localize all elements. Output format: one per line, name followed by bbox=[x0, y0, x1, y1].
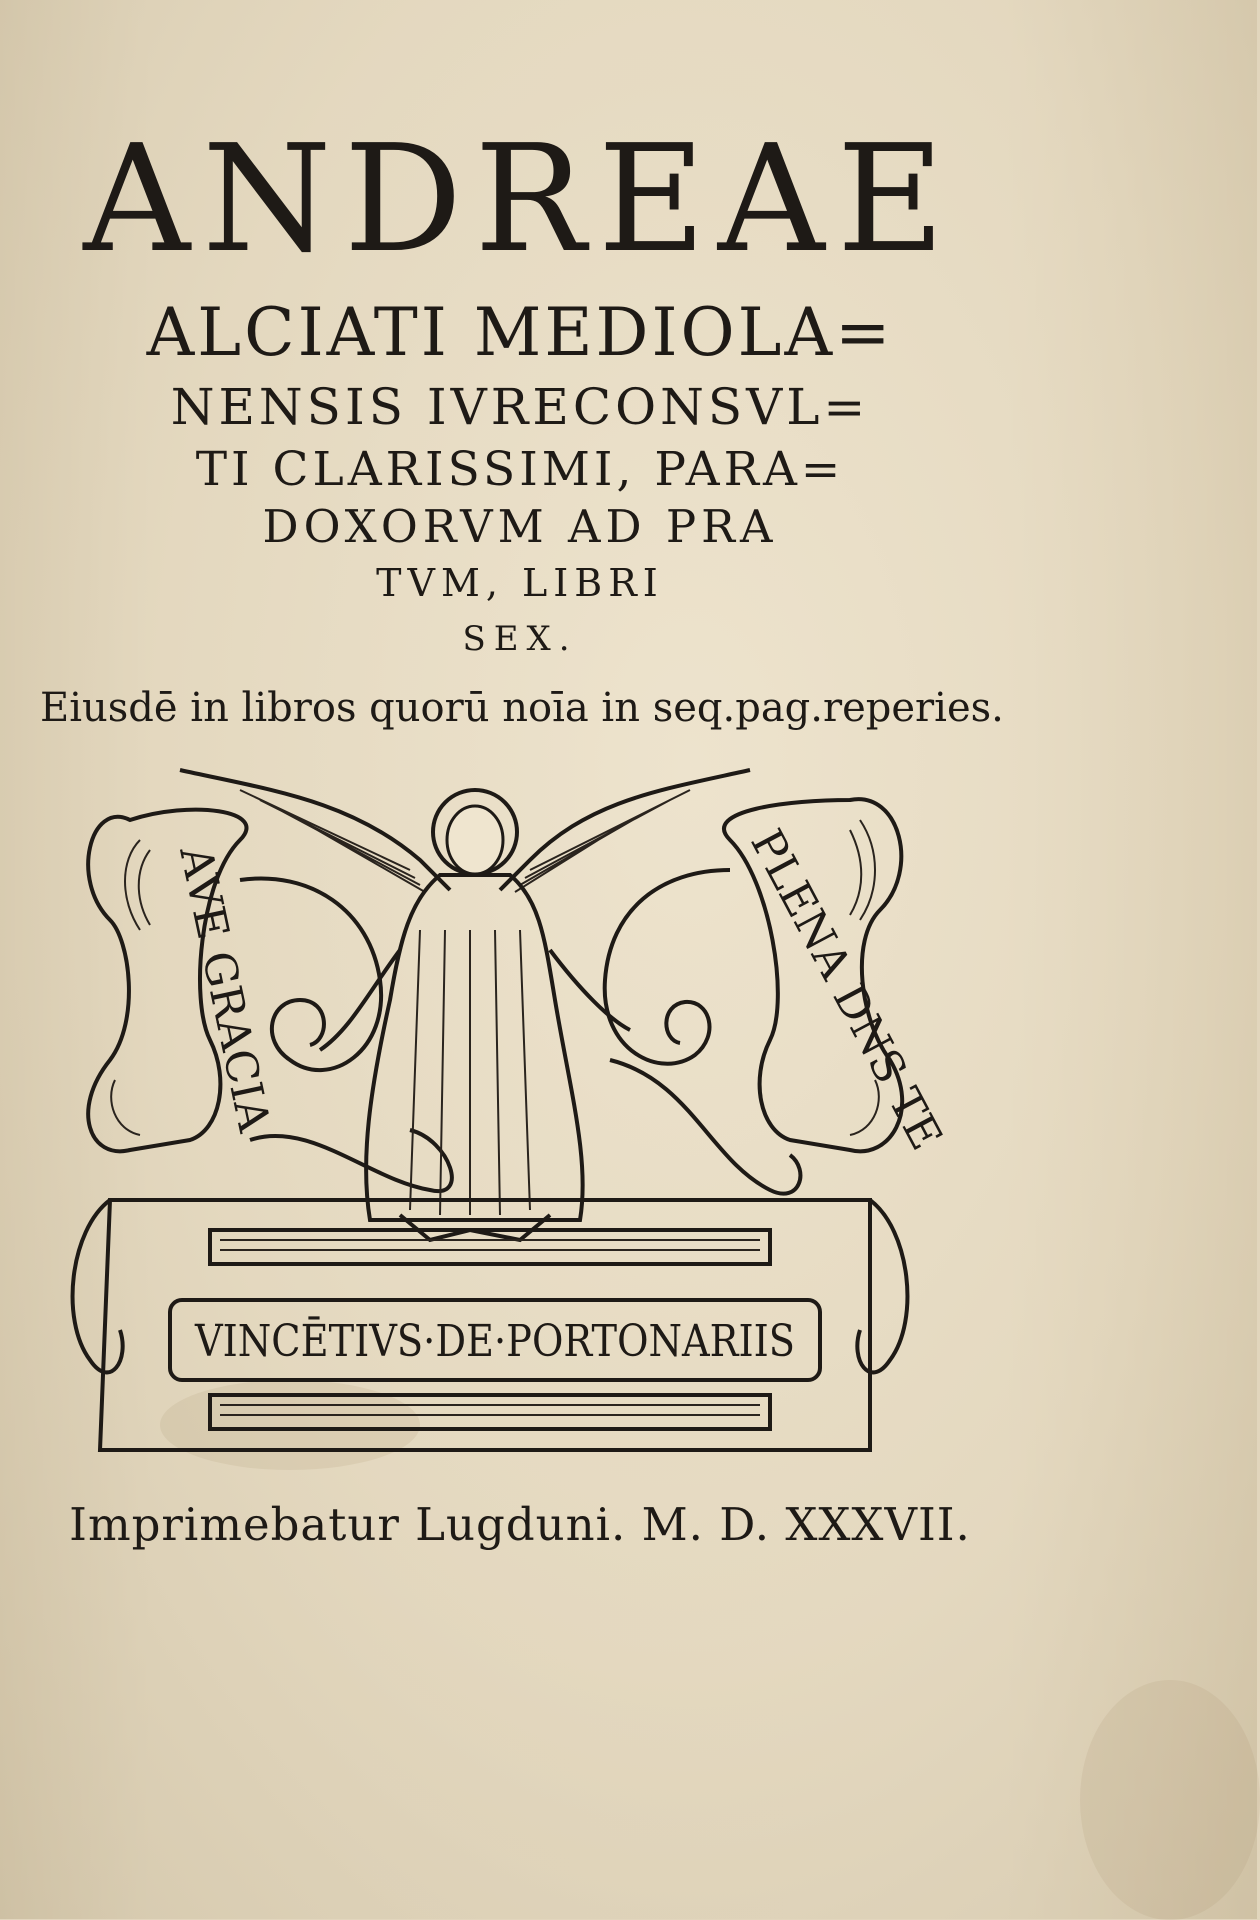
title-line-4: TI CLARISSIMI, PARA= bbox=[195, 442, 845, 497]
left-scroll bbox=[88, 810, 452, 1192]
right-scroll-text: PLENA DNS TE bbox=[740, 821, 952, 1159]
right-scroll bbox=[605, 799, 952, 1194]
pedestal bbox=[73, 1200, 908, 1450]
title-line-2: ALCIATI MEDIOLA= bbox=[146, 294, 894, 371]
left-scroll-text: AVE GRACIA bbox=[169, 841, 280, 1137]
printer-banner-text: VINCĒTIVS·DE·PORTONARIIS bbox=[195, 1316, 885, 1367]
edge-stain bbox=[1080, 1680, 1260, 1920]
title-line-3: NENSIS IVRECONSVL= bbox=[170, 378, 870, 436]
printer-device-woodcut bbox=[70, 760, 952, 1480]
contents-note: Eiusdē in libros quorū noīa in seq.pag.reperies. bbox=[40, 685, 1004, 731]
title-line-6: TVM, LIBRI bbox=[376, 561, 664, 605]
author-name: ANDREAE bbox=[83, 113, 957, 285]
imprint-line: Imprimebatur Lugduni. M. D. XXXVII. bbox=[69, 1498, 971, 1551]
angel-figure bbox=[180, 770, 750, 1240]
title-line-5: DOXORVM AD PRA bbox=[262, 500, 778, 553]
title-line-7: SEX. bbox=[462, 619, 578, 659]
